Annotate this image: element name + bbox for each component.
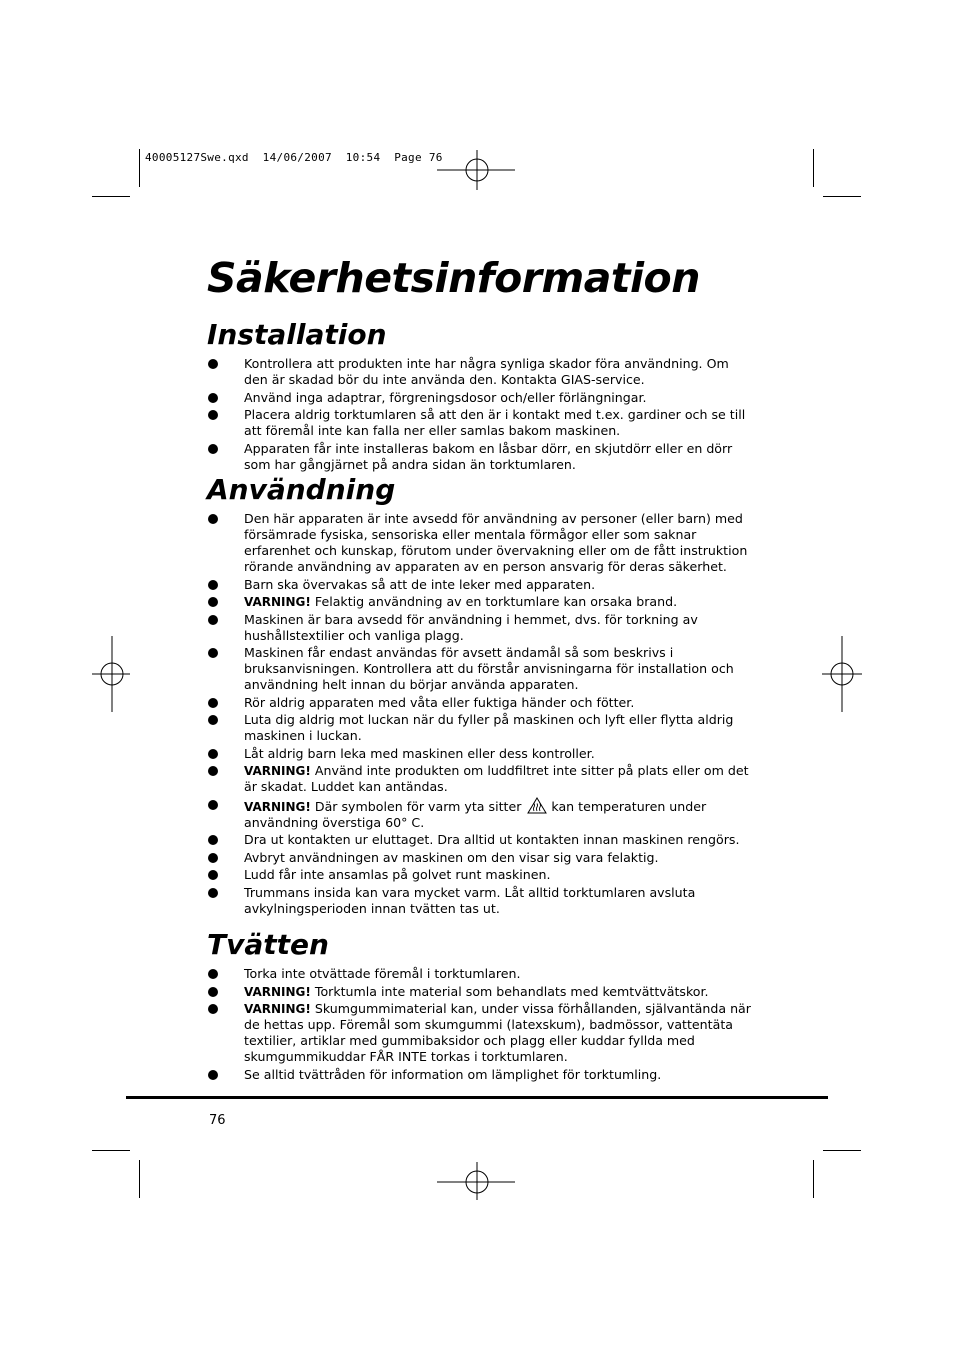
crop-mark	[823, 196, 861, 197]
bullet-icon	[208, 580, 218, 590]
list-item	[207, 885, 752, 917]
list-item	[207, 832, 752, 848]
list-item	[207, 1067, 752, 1083]
item-text: Ludd får inte ansamlas på golvet runt maskinen.	[244, 867, 551, 882]
crop-mark	[813, 149, 814, 187]
footer-rule	[126, 1096, 828, 1099]
crop-mark	[823, 1150, 861, 1151]
bullet-icon	[208, 1004, 218, 1014]
item-text: Torktumla inte material som behandlats med kemtvättvätskor.	[314, 983, 709, 999]
list-item	[207, 407, 752, 439]
warning-label: VARNING!	[244, 595, 311, 609]
item-text: Kontrollera att produkten inte har några synliga skador föra användning. Om den är skadad bör du inte använda den. Kontakta GIAS-service.	[244, 356, 729, 387]
crop-mark	[813, 1160, 814, 1198]
item-text: Avbryt användningen av maskinen om den visar sig vara felaktig.	[244, 849, 659, 865]
item-text: Luta dig aldrig mot luckan när du fyller på maskinen och lyft eller flytta aldrig maskinen i luckan.	[244, 712, 734, 743]
item-text: Maskinen är bara avsedd för användning i hemmet, dvs. för torkning av hushållstextilier och vanliga plagg.	[244, 611, 698, 643]
print-slug: 40005127Swe.qxd 14/06/2007 10:54 Page 76	[145, 151, 443, 164]
list-item	[207, 511, 752, 575]
list-item	[207, 441, 752, 473]
list-item	[207, 695, 752, 711]
registration-mark-icon	[437, 150, 517, 190]
item-text: Använd inte produkten om luddfiltret inte sitter på plats eller om det är skadat. Luddet kan antändas.	[244, 763, 749, 794]
bullet-icon	[208, 853, 218, 863]
list-item	[207, 612, 752, 644]
bullet-icon	[208, 987, 218, 997]
registration-mark-icon	[822, 636, 862, 712]
hot-surface-warning-icon	[527, 797, 547, 814]
item-text: Använd inga adaptrar, förgreningsdosor och/eller förlängningar.	[244, 389, 647, 405]
section-installation	[207, 318, 752, 474]
list-item	[207, 867, 752, 883]
item-text: Maskinen får endast användas för avsett ändamål så som beskrivs i bruksanvisningen. Kontrollera att du förstår anvisningarna för installation och användning helt innan du börjar använda apparaten.	[244, 645, 734, 692]
item-text: Där symbolen för varm yta sitter	[314, 798, 522, 814]
item-text: Den här apparaten är inte avsedd för användning av personer (eller barn) med försämrade fysiska, sensoriska eller mentala förmågor eller som saknar erfarenhet och kunskap, förutom under övervakning eller om de fått instruktion rörande användning av apparaten av en person ansvarig för deras säkerhet.	[244, 511, 748, 574]
crop-mark	[139, 149, 140, 187]
bullet-icon	[208, 410, 218, 420]
bullet-list	[207, 356, 752, 473]
item-text: Apparaten får inte installeras bakom en låsbar dörr, en skjutdörr eller en dörr som har gångjärnet på andra sidan än torktumlaren.	[244, 440, 733, 472]
list-item	[207, 797, 752, 831]
section-heading: Tvätten	[207, 928, 329, 961]
list-item	[207, 390, 752, 406]
warning-label: VARNING!	[244, 984, 311, 999]
list-item	[207, 763, 752, 795]
list-item	[207, 712, 752, 744]
bullet-list	[207, 966, 752, 1083]
list-item	[207, 746, 752, 762]
section-heading: Användning	[207, 473, 396, 506]
bullet-icon	[208, 444, 218, 454]
section-anvandning	[207, 473, 752, 918]
list-item	[207, 577, 752, 593]
crop-mark	[92, 1150, 130, 1151]
crop-mark	[139, 1160, 140, 1198]
bullet-icon	[208, 969, 218, 979]
item-text-continued: kan temperaturen under användning överstiga 60° C.	[244, 798, 707, 830]
crop-mark	[92, 196, 130, 197]
warning-label: VARNING!	[244, 1002, 311, 1016]
item-text: Barn ska övervakas så att de inte leker med apparaten.	[244, 576, 596, 592]
item-text: Rör aldrig apparaten med våta eller fuktiga händer och fötter.	[244, 694, 635, 710]
item-text: Trummans insida kan vara mycket varm. Låt alltid torktumlaren avsluta avkylningsperioden innan tvätten tas ut.	[244, 884, 696, 916]
bullet-icon	[208, 359, 218, 369]
bullet-icon	[208, 766, 218, 776]
item-text: Placera aldrig torktumlaren så att den är i kontakt med t.ex. gardiner och se till att föremål inte kan falla ner eller samlas bakom maskinen.	[244, 407, 746, 438]
item-text: Se alltid tvättråden för information om lämplighet för torktumling.	[244, 1066, 662, 1082]
list-item	[207, 966, 752, 982]
bullet-icon	[208, 888, 218, 898]
bullet-list	[207, 511, 752, 917]
bullet-icon	[208, 1070, 218, 1080]
bullet-icon	[208, 749, 218, 759]
item-text: Dra ut kontakten ur eluttaget. Dra alltid ut kontakten innan maskinen rengörs.	[244, 832, 740, 847]
bullet-icon	[208, 393, 218, 403]
bullet-icon	[208, 597, 218, 607]
bullet-icon	[208, 698, 218, 708]
bullet-icon	[208, 800, 218, 810]
bullet-icon	[208, 648, 218, 658]
bullet-icon	[208, 715, 218, 725]
item-text: Skumgummimaterial kan, under vissa förhållanden, självantända när de hettas upp. Föremål som skumgummi (latexskum), badmössor, vattentäta textilier, artiklar med gummibaksidor och plagg eller kuddar fyllda med skumgummikuddar FÅR INTE torkas i torktumlaren.	[244, 1001, 751, 1064]
list-item	[207, 1001, 752, 1065]
warning-label: VARNING!	[244, 799, 311, 814]
bullet-icon	[208, 615, 218, 625]
section-tvatten	[207, 928, 752, 1084]
registration-mark-icon	[437, 1162, 517, 1202]
bullet-icon	[208, 514, 218, 524]
list-item	[207, 356, 752, 388]
bullet-icon	[208, 870, 218, 880]
list-item	[207, 594, 752, 610]
registration-mark-icon	[92, 636, 132, 712]
page-title: Säkerhetsinformation	[207, 254, 700, 302]
section-heading: Installation	[207, 318, 387, 351]
item-text: Låt aldrig barn leka med maskinen eller dess kontroller.	[244, 745, 595, 761]
item-text: Torka inte otvättade föremål i torktumlaren.	[244, 966, 521, 981]
page-number: 76	[209, 1113, 226, 1128]
warning-label: VARNING!	[244, 764, 311, 778]
item-text: Felaktig användning av en torktumlare kan orsaka brand.	[314, 594, 678, 609]
list-item	[207, 850, 752, 866]
bullet-icon	[208, 835, 218, 845]
list-item	[207, 645, 752, 693]
list-item	[207, 984, 752, 1000]
